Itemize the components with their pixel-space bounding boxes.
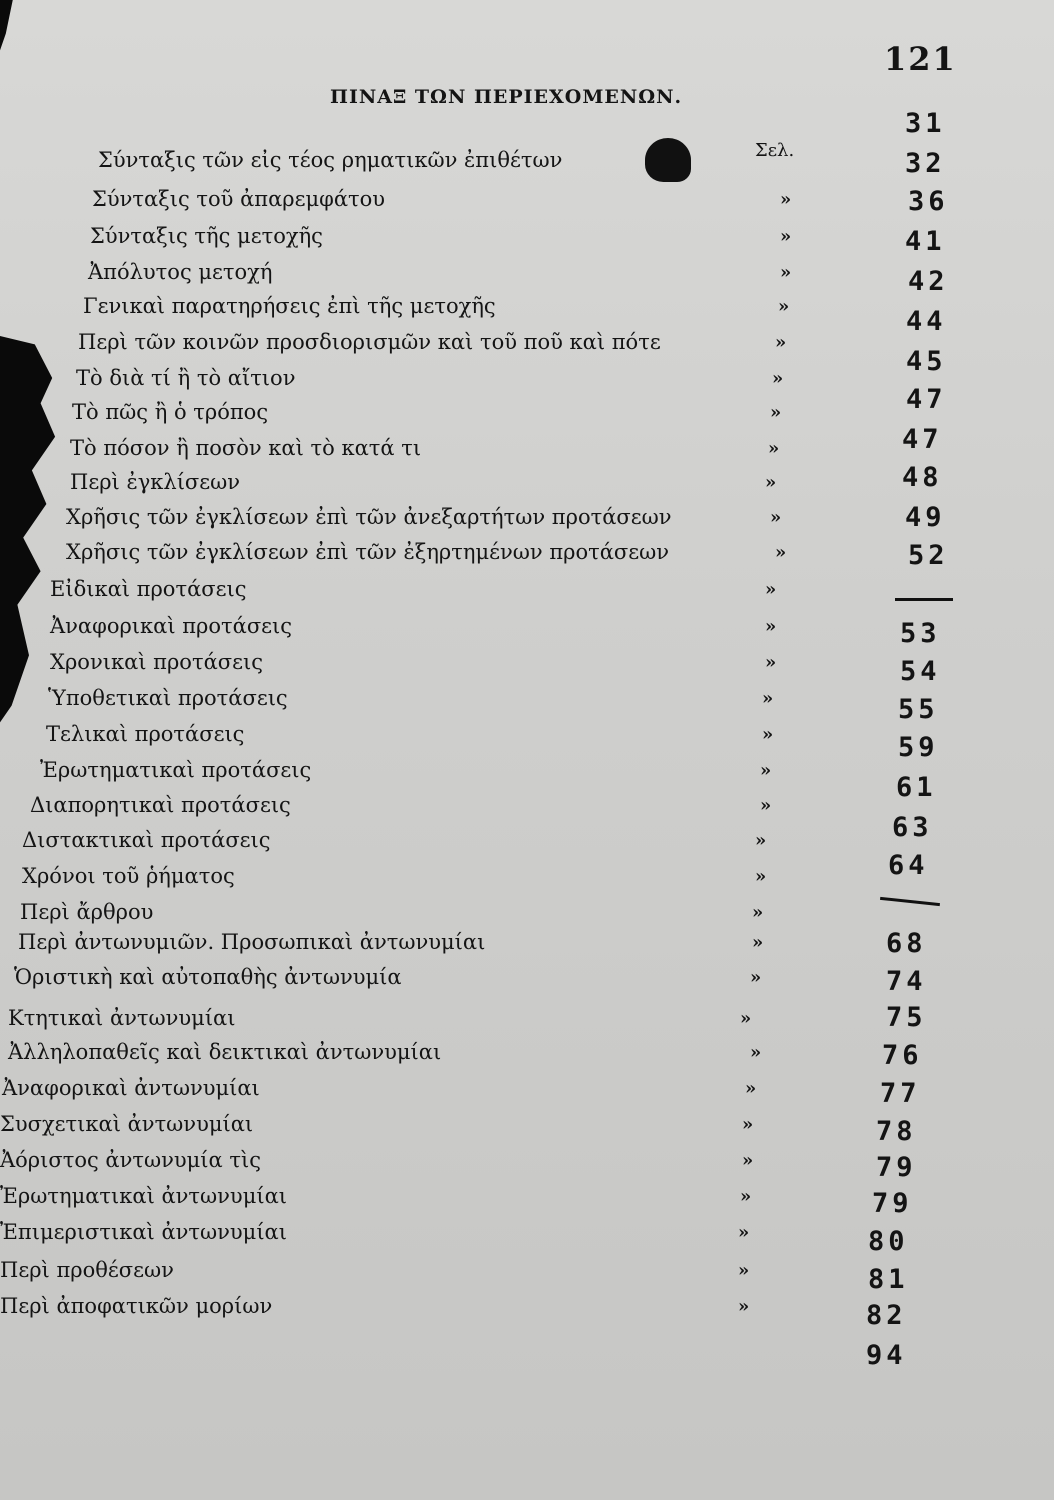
toc-page-number: 59 [898,732,939,763]
toc-page-number: 74 [886,966,927,997]
ditto-mark: » [742,1150,754,1171]
toc-entry: Χρόνοι τοῦ ῥήματος [22,864,235,888]
toc-entry: Ἀόριστος ἀντωνυμία τὶς [0,1148,261,1172]
ditto-mark: » [752,932,764,953]
toc-page-number: 76 [882,1040,923,1071]
toc-page-number: 77 [880,1078,921,1109]
toc-entry: Κτητικαὶ ἀντωνυμίαι [8,1006,236,1030]
toc-entry: Ἐρωτηματικαὶ προτάσεις [40,758,312,782]
ditto-mark: » [750,1042,762,1063]
toc-page-number: 36 [908,186,949,217]
toc-entry: Περὶ ἄρθρου [20,900,154,924]
toc-entry: Περὶ τῶν κοινῶν προσδιορισμῶν καὶ τοῦ ποῦ καὶ πότε [78,330,661,354]
toc-page-number: 82 [866,1300,907,1331]
toc-entry: Χρῆσις τῶν ἐγκλίσεων ἐπὶ τῶν ἐξηρτημένων προτάσεων [66,540,670,564]
toc-entry: Ἐρωτηματικαὶ ἀντωνυμίαι [0,1184,287,1208]
toc-page-number: 41 [905,226,946,257]
toc-page-number: 47 [902,424,943,455]
ditto-mark: » [740,1008,752,1029]
toc-entry: Εἰδικαὶ προτάσεις [50,577,247,601]
toc-page-number: 47 [906,384,947,415]
toc-entry: Συσχετικαὶ ἀντωνυμίαι [0,1112,254,1136]
toc-entry: Ἐπιμεριστικαὶ ἀντωνυμίαι [0,1220,287,1244]
page-number: 121 [884,40,957,78]
ditto-mark: » [760,760,772,781]
toc-entry: Ἀναφορικαὶ προτάσεις [50,614,293,638]
toc-entry: Σύνταξις τῶν εἰς τέος ρηματικῶν ἐπιθέτων [98,148,563,172]
ditto-mark: » [778,296,790,317]
ditto-mark: » [765,472,777,493]
ditto-mark: » [738,1260,750,1281]
toc-page-number: 32 [905,148,946,179]
toc-entry: Χρονικαὶ προτάσεις [50,650,263,674]
toc-entry: Τὸ πῶς ἢ ὁ τρόπος [72,400,269,424]
ditto-mark: » [770,507,782,528]
toc-page-number: 63 [892,812,933,843]
toc-page-number: 94 [866,1340,907,1371]
ditto-mark: » [745,1078,757,1099]
toc-entry: Περὶ ἀποφατικῶν μορίων [0,1294,273,1318]
toc-entry: Σύνταξις τοῦ ἀπαρεμφάτου [92,187,386,211]
ditto-mark: » [762,688,774,709]
toc-entry: Σύνταξις τῆς μετοχῆς [90,224,323,248]
toc-entry: Διαπορητικαὶ προτάσεις [30,793,291,817]
ditto-mark: » [738,1222,750,1243]
ditto-mark: » [742,1114,754,1135]
toc-page-number: 61 [896,772,937,803]
page-column-label: Σελ. [755,140,795,161]
torn-edge [0,0,58,840]
divider-rule [880,897,940,906]
toc-page-number: 31 [905,108,946,139]
ditto-mark: » [740,1186,752,1207]
page-title: ΠΙΝΑΞ ΤΩΝ ΠΕΡΙΕΧΟΜΕΝΩΝ. [330,86,683,108]
toc-page-number: 52 [908,540,949,571]
toc-entry: Τὸ διὰ τί ἢ τὸ αἴτιον [76,366,296,390]
toc-page-number: 78 [876,1116,917,1147]
toc-entry: Ἀλληλοπαθεῖς καὶ δεικτικαὶ ἀντωνυμίαι [8,1040,442,1064]
ditto-mark: » [780,189,792,210]
toc-page-number: 75 [886,1002,927,1033]
toc-entry: Τὸ πόσον ἢ ποσὸν καὶ τὸ κατά τι [70,436,422,460]
toc-entry: Χρῆσις τῶν ἐγκλίσεων ἐπὶ τῶν ἀνεξαρτήτων προτάσεων [66,505,672,529]
ditto-mark: » [768,438,780,459]
ditto-mark: » [775,542,787,563]
ditto-mark: » [772,368,784,389]
toc-entry: Διστακτικαὶ προτάσεις [22,828,271,852]
ditto-mark: » [765,616,777,637]
toc-entry: Περὶ ἐγκλίσεων [70,470,241,494]
ditto-mark: » [770,402,782,423]
toc-page-number: 80 [868,1226,909,1257]
ink-blot [645,138,691,182]
ditto-mark: » [762,724,774,745]
toc-entry: Ὑποθετικαὶ προτάσεις [48,686,288,710]
ditto-mark: » [780,226,792,247]
toc-page-number: 54 [900,656,941,687]
toc-entry: Γενικαὶ παρατηρήσεις ἐπὶ τῆς μετοχῆς [83,294,496,318]
toc-entry: Περὶ ἀντωνυμιῶν. Προσωπικαὶ ἀντωνυμίαι [18,930,486,954]
ditto-mark: » [765,652,777,673]
toc-page-number: 64 [888,850,929,881]
ditto-mark: » [750,967,762,988]
toc-entry: Ἀπόλυτος μετοχή [88,260,273,284]
ditto-mark: » [775,332,787,353]
toc-page-number: 53 [900,618,941,649]
toc-page-number: 79 [876,1152,917,1183]
toc-page-number: 55 [898,694,939,725]
ditto-mark: » [752,902,764,923]
toc-page-number: 42 [908,266,949,297]
toc-entry: Ὁριστικὴ καὶ αὐτοπαθὴς ἀντωνυμία [14,965,402,989]
ditto-mark: » [755,866,767,887]
toc-page-number: 49 [905,502,946,533]
ditto-mark: » [760,795,772,816]
ditto-mark: » [755,830,767,851]
ditto-mark: » [765,579,777,600]
toc-entry: Τελικαὶ προτάσεις [46,722,245,746]
toc-entry: Ἀναφορικαὶ ἀντωνυμίαι [2,1076,260,1100]
toc-page-number: 44 [906,306,947,337]
toc-entry: Περὶ προθέσεων [0,1258,174,1282]
toc-page-number: 68 [886,928,927,959]
toc-page-number: 48 [902,462,943,493]
divider-rule [895,598,953,601]
toc-page-number: 45 [906,346,947,377]
toc-page-number: 79 [872,1188,913,1219]
ditto-mark: » [780,262,792,283]
ditto-mark: » [738,1296,750,1317]
toc-page-number: 81 [868,1264,909,1295]
